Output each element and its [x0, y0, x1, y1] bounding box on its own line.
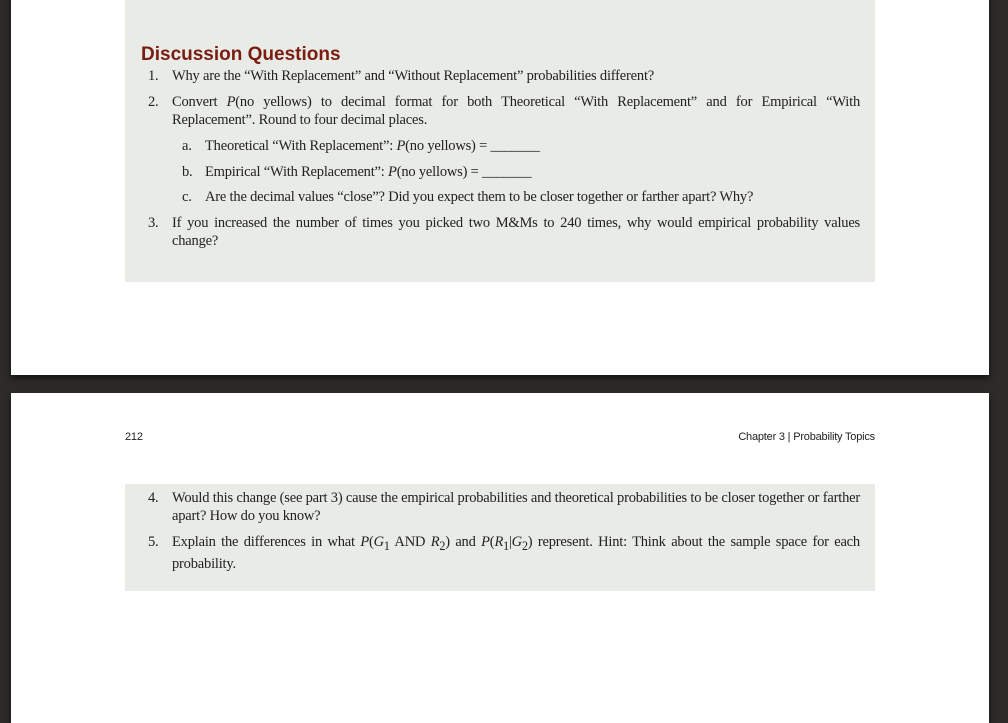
- question-text: Convert: [172, 94, 227, 110]
- question-text: Theoretical “With Replacement”:: [205, 138, 397, 154]
- section-title: Discussion Questions: [141, 44, 341, 65]
- question-text: If you increased the number of times you picked two M&Ms to 240 times, why would empirical probability values change?: [172, 215, 860, 249]
- math-p: P: [481, 534, 490, 550]
- subquestion-letter: c.: [182, 189, 192, 205]
- question-3: [148, 214, 860, 250]
- discussion-box: [125, 0, 875, 282]
- question-number: 1.: [148, 68, 159, 84]
- subquestion-letter: a.: [182, 138, 192, 154]
- subscript: 1: [503, 538, 509, 553]
- question-text: (no yellows) = _______: [396, 164, 532, 180]
- question-text: (no yellows) = _______: [405, 138, 540, 154]
- question-5: 5. Explain the differences in what $P(G_1$ AND $R_2$) and $P(R_1|G_2)$ represent. Hint: Think about the sample space for each probability.: [148, 534, 860, 572]
- question-text: Would this change (see part 3) cause the empirical probabilities and theoretical probabilities to be closer together or farther apart? How do you know?: [172, 490, 860, 524]
- math-p: P: [388, 164, 397, 180]
- subquestion-a: [182, 137, 855, 155]
- math-p: P: [360, 534, 369, 550]
- question-text: Explain the differences in what: [172, 534, 361, 550]
- question-number: 4.: [148, 490, 159, 506]
- math-g: G: [373, 534, 384, 550]
- question-number: 2.: [148, 94, 159, 110]
- question-text: Why are the “With Replacement” and “Without Replacement” probabilities different?: [172, 68, 655, 84]
- question-4: [148, 489, 860, 525]
- question-text: ) represent. Hint: Think about the sample space for each probability.: [172, 534, 860, 572]
- math-p: P: [396, 138, 406, 154]
- running-header: Chapter 3 | Probability Topics: [738, 431, 875, 443]
- page-1: [11, 0, 989, 375]
- question-2: [148, 93, 860, 129]
- subquestion-b: [182, 163, 855, 181]
- question-1: [148, 67, 860, 85]
- question-text: and: [449, 534, 482, 550]
- subquestion-c: [182, 188, 855, 206]
- question-text: Are the decimal values “close”? Did you expect them to be closer together or farther apart? Why?: [205, 189, 754, 205]
- discussion-box-continued: [125, 484, 875, 591]
- subscript: 2: [439, 538, 446, 553]
- math-and: AND: [389, 534, 431, 550]
- paren: ): [445, 534, 450, 550]
- subquestion-letter: b.: [182, 164, 193, 180]
- subscript: 2: [521, 538, 528, 553]
- question-number: 3.: [148, 215, 159, 231]
- math-g: G: [511, 534, 522, 550]
- math-r: R: [430, 534, 440, 550]
- question-text: (no yellows) to decimal format for both Theoretical “With Replacement” and for Empirical “With Replacement”. Round to four decimal places.: [172, 94, 860, 128]
- question-number: 5.: [148, 534, 159, 550]
- page-2: [11, 393, 989, 723]
- page-number: 212: [125, 431, 143, 443]
- math-p: P: [226, 94, 236, 110]
- subscript: 1: [383, 538, 390, 553]
- question-text: Empirical “With Replacement”:: [205, 164, 389, 180]
- math-r: R: [494, 534, 504, 550]
